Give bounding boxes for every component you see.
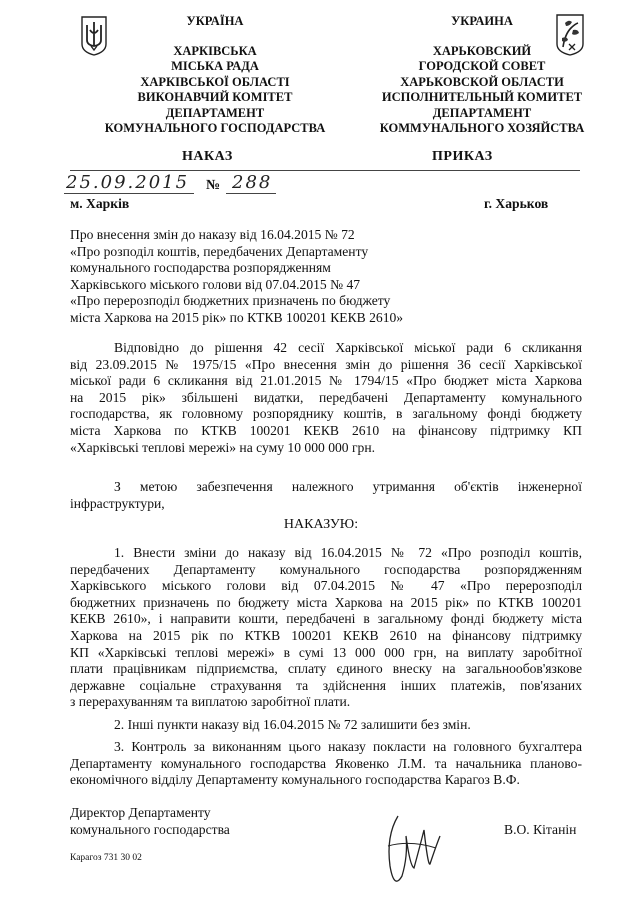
date-underline (64, 193, 194, 194)
paragraph-line: «Харківські теплові мережі» на суму 10 000 000 грн. (70, 439, 376, 455)
item-line: 1. Внести зміни до наказу від 16.04.2015 № 72 «Про розподіл коштів, (114, 545, 582, 560)
item-line: Харкова на 2015 рік по КТКВ 100201 КЕКВ 2610 на фінансову підтримку (70, 627, 582, 643)
header-left-org-line: ХАРКІВСЬКОЇ ОБЛАСТІ (140, 74, 290, 89)
doc-type-title-ru: ПРИКАЗ (432, 149, 493, 164)
signer-position-line: Директор Департаменту (70, 805, 211, 820)
order-item-2 (114, 717, 584, 734)
signer-position (70, 805, 330, 838)
item-line: державне соціальне страхування та здійснення інших платежів, пов'язаних (70, 677, 582, 693)
doc-type-title-ua: НАКАЗ (182, 149, 233, 164)
preamble-paragraph (70, 340, 582, 456)
header-right-org-line: ХАРЬКОВСКИЙ (432, 43, 532, 58)
header-left-country: УКРАЇНА (186, 14, 244, 28)
header-right-org-line: ДЕПАРТАМЕНТ (432, 105, 532, 120)
item-line: економічного відділу Департаменту комунального господарства Карагоз В.Ф. (70, 772, 520, 788)
footer-contact-note: Карагоз 731 30 02 (70, 853, 142, 863)
handwritten-signature (380, 806, 450, 896)
subject-line: «Про перерозподіл бюджетних призначень по бюджету (70, 293, 391, 309)
subject-line: Харківського міського голови від 07.04.2015 № 47 (70, 276, 361, 292)
paragraph-line: міської ради 6 скликання від 21.01.2015 № 1794/15 «Про бюджет міста Харкова (70, 373, 582, 389)
subject-line: комунального господарства розпорядженням (70, 260, 331, 276)
paragraph-line: інфраструктури, (70, 495, 165, 511)
header-left (90, 14, 340, 137)
number-sign: № (206, 178, 221, 193)
item-line: КЕКВ 2610», і направити кошти, передбачені в загальному фонді бюджету міста (70, 611, 582, 627)
subject-line: міста Харкова на 2015 рік» по КТКВ 100201 КЕКВ 2610» (70, 309, 404, 325)
header-right-org-line: ИСПОЛНИТЕЛЬНЫЙ КОМИТЕТ (381, 90, 583, 104)
signer-position-line: комунального господарства (70, 821, 230, 837)
item-line: бюджетних призначень по бюджету міста Харкова на 2015 рік» по КТКВ 100201 (70, 594, 582, 610)
header-right (352, 14, 612, 137)
item-line: передбачених Департаменту комунального господарства розпорядженням (70, 561, 582, 577)
item-line: Харківського міського голови від 07.04.2015 № 47 «Про перерозподіл (70, 578, 582, 594)
signer-name: В.О. Кітанін (504, 822, 577, 837)
header-left-org-line: ВИКОНАВЧИЙ КОМІТЕТ (137, 90, 293, 104)
header-left-org-line: ДЕПАРТАМЕНТ (165, 105, 265, 120)
header-left-org-line: МІСЬКА РАДА (171, 59, 259, 73)
header-right-org-line: ГОРОДСКОЙ СОВЕТ (418, 59, 546, 73)
header-left-org-line: ХАРКІВСЬКА (173, 43, 257, 58)
item-line: КП «Харківські теплові мережі» в сумі 13 000 000 грн, на виплату заробітної (70, 644, 582, 660)
subject-block (70, 227, 470, 327)
number-underline (226, 193, 276, 194)
city-right: г. Харьков (484, 196, 549, 211)
paragraph-line: З метою забезпечення належного утримання об'єктів інженерної (114, 479, 582, 494)
paragraph-line: від 23.09.2015 № 1975/15 «Про внесення змін до рішення 36 сесії Харківської (70, 356, 582, 372)
title-underline (70, 170, 580, 171)
subject-line: «Про розподіл коштів, передбачених Департаменту (70, 243, 369, 259)
item-line: 2. Інші пункти наказу від 16.04.2015 № 72 залишити без змін. (114, 717, 471, 732)
handwritten-date: 25.09.2015 (66, 172, 190, 193)
order-heading: НАКАЗУЮ: (283, 517, 359, 532)
item-line: 3. Контроль за виконанням цього наказу покласти на головного бухгалтера (114, 739, 582, 754)
paragraph-line: господарства, як головному розпоряднику коштів, в загальному фонді бюджету (70, 406, 582, 422)
city-left: м. Харків (70, 196, 130, 211)
handwritten-number: 288 (232, 172, 273, 193)
paragraph-line: Відповідно до рішення 42 сесії Харківської міської ради 6 скликання (114, 340, 582, 355)
header-right-org-line: ХАРЬКОВСКОЙ ОБЛАСТИ (400, 74, 564, 89)
paragraph-line: на 2015 рік» збільшені видатки, передбачені Департаменту комунального (70, 389, 582, 405)
subject-line: Про внесення змін до наказу від 16.04.2015 № 72 (70, 227, 355, 242)
item-line: з перерахуванням та виплатою заробітної плати. (70, 694, 351, 710)
header-left-org-line: КОМУНАЛЬНОГО ГОСПОДАРСТВА (104, 121, 326, 135)
paragraph-line: міста Харкова по КТКВ 100201 КЕКВ 2610 на фінансову підтримку КП (70, 422, 582, 438)
order-item-3 (70, 739, 582, 789)
item-line: Департаменту комунального господарства Яковенко Л.М. та начальника планово- (70, 755, 582, 771)
header-right-org-line: КОММУНАЛЬНОГО ХОЗЯЙСТВА (379, 121, 585, 135)
order-item-1 (70, 545, 582, 711)
item-line: плати працівникам підприємства, сплату єдиного внеску на загальнообов'язкове (70, 661, 582, 677)
header-right-country: УКРАИНА (451, 14, 513, 28)
purpose-paragraph (70, 479, 582, 512)
